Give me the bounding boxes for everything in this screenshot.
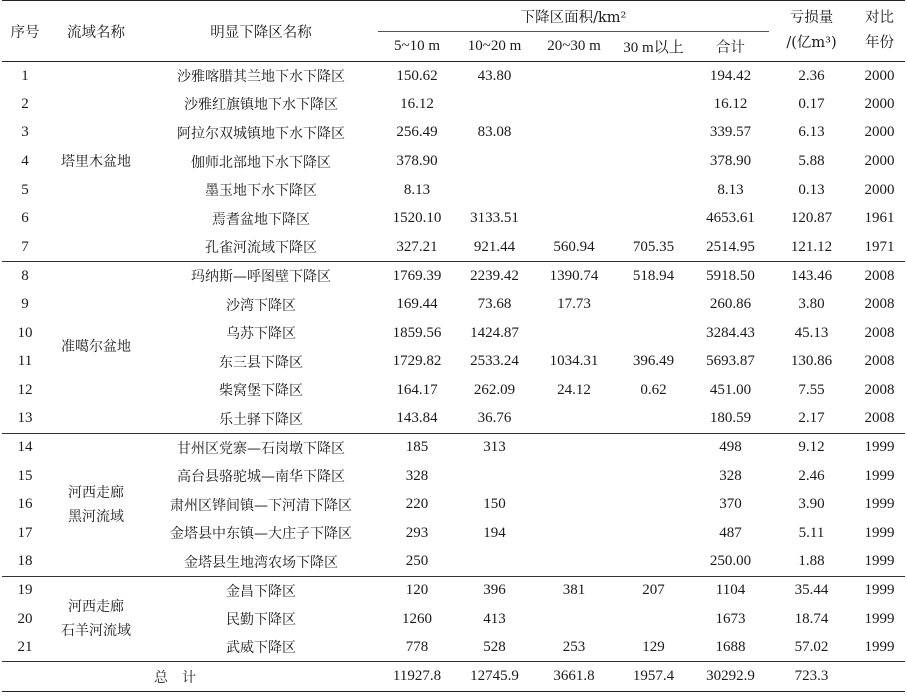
cell-area-30-plus <box>615 62 692 91</box>
cell-seq: 17 <box>17 524 33 541</box>
cell-area-10-20: 36.76 <box>456 405 533 434</box>
cell-area-5-10: 328 <box>405 467 429 484</box>
cell-area-5-10: 220 <box>405 496 429 513</box>
cell-seq: 1 <box>21 67 29 84</box>
cell-area-30-plus: 129 <box>615 633 692 662</box>
cell-year: 2008 <box>864 267 895 284</box>
cell-area-total: 1104 <box>715 582 746 599</box>
cell-seq: 9 <box>21 296 29 313</box>
cell-area-total: 451.00 <box>709 381 752 398</box>
cell-year: 2008 <box>864 381 895 398</box>
cell-area-5-10: 16.12 <box>400 95 434 112</box>
cell-year: 2000 <box>864 67 895 84</box>
cell-area-10-20: 43.80 <box>477 67 512 84</box>
cell-loss: 57.02 <box>769 633 854 662</box>
cell-seq: 19 <box>17 582 33 599</box>
cell-zone-name: 高台县骆驼城—南华下降区 <box>177 469 345 486</box>
cell-seq: 10 <box>17 324 33 341</box>
cell-loss: 1.88 <box>769 548 854 577</box>
cell-area-5-10: 8.13 <box>403 181 431 198</box>
cell-zone-name: 武威下降区 <box>144 633 378 662</box>
cell-area-10-20: 2533.24 <box>470 353 519 370</box>
header-basin: 流域名称 <box>48 1 144 62</box>
cell-area-30-plus: 705.35 <box>615 233 692 262</box>
cell-seq: 4 <box>21 153 29 170</box>
cell-seq: 7 <box>2 233 48 262</box>
cell-loss: 2.17 <box>769 405 854 434</box>
cell-area-total: 8.13 <box>717 181 744 198</box>
cell-year: 2008 <box>864 296 895 313</box>
cell-area-5-10: 164.17 <box>396 381 438 398</box>
header-area-30-plus: 30 m以上 <box>615 32 692 62</box>
cell-area-20-30 <box>533 90 615 119</box>
cell-year: 2008 <box>864 353 895 370</box>
cell-seq: 15 <box>17 467 33 484</box>
total-year <box>854 662 905 692</box>
cell-zone-name: 乌苏下降区 <box>226 326 296 343</box>
cell-loss: 0.17 <box>798 95 825 112</box>
cell-area-total: 498 <box>719 439 742 456</box>
cell-area-5-10: 143.84 <box>378 405 456 434</box>
cell-area-20-30 <box>533 119 615 148</box>
cell-zone-name: 沙雅红旗镇地下水下降区 <box>184 97 338 114</box>
cell-seq: 5 <box>21 181 29 198</box>
cell-area-10-20 <box>456 147 533 176</box>
cell-area-10-20: 396 <box>483 582 506 599</box>
cell-zone-name: 乐土驿下降区 <box>144 405 378 434</box>
cell-loss: 0.13 <box>798 181 825 198</box>
cell-area-10-20: 413 <box>483 610 506 627</box>
cell-basin: 河西走廊 黑河流域 <box>48 433 144 576</box>
cell-area-30-plus <box>615 519 692 548</box>
cell-area-20-30: 1034.31 <box>549 353 599 370</box>
cell-zone-name: 墨玉地下水下降区 <box>205 183 317 200</box>
cell-area-10-20: 73.68 <box>477 296 512 313</box>
cell-area-20-30: 1390.74 <box>549 267 599 284</box>
cell-basin: 准噶尔盆地 <box>48 262 144 434</box>
cell-year: 2008 <box>864 324 895 341</box>
cell-area-total: 339.57 <box>709 124 752 141</box>
cell-year: 1999 <box>864 582 895 599</box>
total-area-20-30: 3661.8 <box>533 662 615 692</box>
cell-area-10-20: 150 <box>483 496 506 513</box>
cell-year: 1999 <box>864 496 895 513</box>
cell-loss: 130.86 <box>790 353 833 370</box>
cell-area-20-30 <box>533 147 615 176</box>
cell-area-total: 487 <box>719 524 742 541</box>
cell-area-30-plus <box>615 176 692 205</box>
cell-zone-name: 玛纳斯—呼图壁下降区 <box>191 269 331 286</box>
cell-area-20-30 <box>533 405 615 434</box>
cell-area-5-10: 150.62 <box>396 67 438 84</box>
cell-area-30-plus <box>615 119 692 148</box>
cell-area-20-30 <box>533 176 615 205</box>
cell-area-5-10: 1520.10 <box>392 210 442 227</box>
cell-zone-name: 阿拉尔双城镇地下水下降区 <box>177 125 345 142</box>
cell-year: 2000 <box>864 124 895 141</box>
cell-year: 2008 <box>854 405 905 434</box>
header-area-20-30: 20~30 m <box>533 32 615 62</box>
cell-year: 1999 <box>864 610 895 627</box>
cell-zone-name: 甘州区党寨—石岗墩下降区 <box>177 440 345 457</box>
cell-zone-name: 焉耆盆地下降区 <box>212 211 310 228</box>
cell-zone-name: 金塔县中东镇—大庄子下降区 <box>170 526 352 543</box>
cell-area-10-20 <box>456 176 533 205</box>
cell-area-total: 1688 <box>692 633 769 662</box>
cell-loss: 3.80 <box>798 296 825 313</box>
cell-year: 1999 <box>864 467 895 484</box>
cell-area-20-30 <box>533 519 615 548</box>
cell-area-10-20: 194 <box>483 524 506 541</box>
cell-area-30-plus <box>615 405 692 434</box>
cell-area-total: 1673 <box>715 610 746 627</box>
cell-area-30-plus <box>615 433 692 462</box>
cell-seq: 12 <box>17 381 33 398</box>
cell-loss: 143.46 <box>790 267 833 284</box>
cell-area-total: 378.90 <box>709 153 752 170</box>
cell-seq: 6 <box>21 210 29 227</box>
cell-loss: 9.12 <box>798 439 825 456</box>
table-row <box>2 262 905 291</box>
table-body <box>2 62 905 692</box>
cell-area-10-20: 921.44 <box>456 233 533 262</box>
header-area-5-10: 5~10 m <box>378 32 456 62</box>
cell-area-30-plus <box>615 548 692 577</box>
cell-seq: 2 <box>21 95 29 112</box>
cell-area-total: 2514.95 <box>692 233 769 262</box>
header-area-10-20: 10~20 m <box>456 32 533 62</box>
cell-area-10-20 <box>456 548 533 577</box>
header-seq: 序号 <box>2 1 48 62</box>
cell-area-20-30 <box>533 490 615 519</box>
cell-area-20-30: 253 <box>533 633 615 662</box>
cell-area-total: 250.00 <box>692 548 769 577</box>
cell-zone-name: 民勤下降区 <box>226 612 296 629</box>
cell-zone-name: 金昌下降区 <box>226 583 296 600</box>
cell-area-5-10: 327.21 <box>378 233 456 262</box>
total-loss: 723.3 <box>769 662 854 692</box>
cell-year: 1971 <box>854 233 905 262</box>
cell-area-20-30 <box>533 462 615 491</box>
cell-area-20-30: 24.12 <box>557 381 591 398</box>
cell-area-30-plus <box>615 204 692 233</box>
cell-year: 1999 <box>864 524 895 541</box>
cell-area-5-10: 378.90 <box>396 153 438 170</box>
cell-year: 1999 <box>854 633 905 662</box>
cell-area-20-30 <box>533 433 615 462</box>
cell-area-30-plus <box>615 490 692 519</box>
cell-loss: 5.11 <box>798 524 825 541</box>
header-area-group: 下降区面积/km² <box>378 1 769 32</box>
cell-zone-name: 肃州区铧间镇—下河清下降区 <box>170 497 352 514</box>
cell-area-10-20: 528 <box>456 633 533 662</box>
cell-seq: 18 <box>2 548 48 577</box>
total-area-30-plus: 1957.4 <box>615 662 692 692</box>
cell-seq: 20 <box>17 610 33 627</box>
cell-area-total: 260.86 <box>709 296 752 313</box>
cell-loss: 45.13 <box>794 324 829 341</box>
cell-loss: 2.36 <box>798 67 825 84</box>
cell-area-10-20: 262.09 <box>473 381 516 398</box>
cell-area-10-20: 313 <box>483 439 506 456</box>
cell-area-30-plus: 518.94 <box>632 267 675 284</box>
cell-loss: 120.87 <box>790 210 833 227</box>
cell-seq: 14 <box>17 439 33 456</box>
cell-seq: 11 <box>17 353 33 370</box>
cell-loss: 5.88 <box>798 153 825 170</box>
cell-area-5-10: 250 <box>378 548 456 577</box>
cell-area-10-20: 3133.51 <box>470 210 519 227</box>
cell-area-30-plus <box>615 147 692 176</box>
cell-loss: 3.90 <box>798 496 825 513</box>
cell-zone-name: 柴窝堡下降区 <box>219 383 303 400</box>
total-row <box>2 662 905 692</box>
cell-area-30-plus <box>615 462 692 491</box>
cell-area-total: 328 <box>719 467 742 484</box>
cell-area-30-plus: 0.62 <box>640 381 667 398</box>
cell-area-5-10: 256.49 <box>396 124 438 141</box>
total-area-5-10: 11927.8 <box>378 662 456 692</box>
data-table-container <box>2 0 905 692</box>
cell-loss: 2.46 <box>798 467 825 484</box>
cell-area-10-20: 1424.87 <box>470 324 519 341</box>
cell-seq: 8 <box>21 267 29 284</box>
cell-area-total: 370 <box>719 496 742 513</box>
groundwater-decline-table <box>2 0 905 692</box>
cell-area-30-plus <box>615 605 692 634</box>
header-year: 对比 年份 <box>854 1 905 62</box>
cell-area-total: 16.12 <box>713 95 748 112</box>
cell-area-5-10: 185 <box>405 439 429 456</box>
cell-area-20-30: 560.94 <box>533 233 615 262</box>
cell-area-20-30: 17.73 <box>557 296 591 313</box>
cell-area-30-plus: 207 <box>642 582 665 599</box>
cell-basin: 河西走廊 石羊河流域 <box>48 576 144 662</box>
cell-seq: 13 <box>2 405 48 434</box>
cell-loss: 35.44 <box>794 582 829 599</box>
cell-year: 2000 <box>864 153 895 170</box>
cell-area-5-10: 1859.56 <box>392 324 442 341</box>
cell-loss: 7.55 <box>798 381 825 398</box>
cell-area-10-20 <box>456 462 533 491</box>
cell-area-30-plus <box>615 290 692 319</box>
cell-loss: 121.12 <box>769 233 854 262</box>
cell-area-5-10: 1729.82 <box>392 353 442 370</box>
cell-area-20-30 <box>533 62 615 91</box>
cell-zone-name: 东三县下降区 <box>219 354 303 371</box>
cell-area-5-10: 778 <box>378 633 456 662</box>
cell-basin: 塔里木盆地 <box>48 62 144 262</box>
cell-area-5-10: 169.44 <box>396 296 438 313</box>
cell-year: 1961 <box>864 210 895 227</box>
cell-area-30-plus: 396.49 <box>632 353 675 370</box>
cell-area-10-20 <box>456 90 533 119</box>
total-spacer <box>2 662 144 692</box>
table-row <box>2 433 905 462</box>
cell-area-5-10: 1769.39 <box>392 267 442 284</box>
cell-area-5-10: 293 <box>405 524 429 541</box>
cell-area-20-30: 381 <box>562 582 586 599</box>
cell-seq: 21 <box>2 633 48 662</box>
cell-zone-name: 伽师北部地下水下降区 <box>191 154 331 171</box>
cell-area-total: 3284.43 <box>706 324 755 341</box>
cell-area-total: 4653.61 <box>706 210 755 227</box>
cell-area-total: 5918.50 <box>706 267 755 284</box>
cell-area-20-30 <box>533 605 615 634</box>
cell-zone-name: 沙雅喀腊其兰地下水下降区 <box>177 69 345 86</box>
cell-zone-name: 沙湾下降区 <box>226 297 296 314</box>
cell-area-total: 180.59 <box>692 405 769 434</box>
header-loss: 亏损量 /(亿m³) <box>769 1 854 62</box>
cell-loss: 18.74 <box>794 610 829 627</box>
cell-loss: 6.13 <box>798 124 825 141</box>
cell-year: 1999 <box>854 548 905 577</box>
total-label: 总 计 <box>144 662 378 692</box>
table-header <box>2 1 905 62</box>
cell-area-20-30 <box>533 548 615 577</box>
header-zone: 明显下降区名称 <box>144 1 378 62</box>
cell-area-10-20: 83.08 <box>477 124 512 141</box>
cell-area-30-plus <box>615 90 692 119</box>
total-area-10-20: 12745.9 <box>456 662 533 692</box>
header-area-total: 合计 <box>692 32 769 62</box>
cell-area-20-30 <box>533 319 615 348</box>
cell-zone-name: 金塔县生地湾农场下降区 <box>144 548 378 577</box>
table-row <box>2 62 905 91</box>
cell-year: 2000 <box>864 95 895 112</box>
table-row <box>2 576 905 605</box>
cell-year: 1999 <box>864 439 895 456</box>
total-area-total: 30292.9 <box>692 662 769 692</box>
cell-area-total: 194.42 <box>709 67 752 84</box>
cell-area-total: 5693.87 <box>706 353 755 370</box>
cell-area-5-10: 120 <box>405 582 429 599</box>
cell-area-5-10: 1260 <box>402 610 432 627</box>
cell-seq: 16 <box>17 496 33 513</box>
cell-area-10-20: 2239.42 <box>470 267 519 284</box>
cell-year: 2000 <box>864 181 895 198</box>
cell-area-20-30 <box>533 204 615 233</box>
cell-seq: 3 <box>21 124 29 141</box>
cell-zone-name: 孔雀河流域下降区 <box>144 233 378 262</box>
cell-area-30-plus <box>615 319 692 348</box>
